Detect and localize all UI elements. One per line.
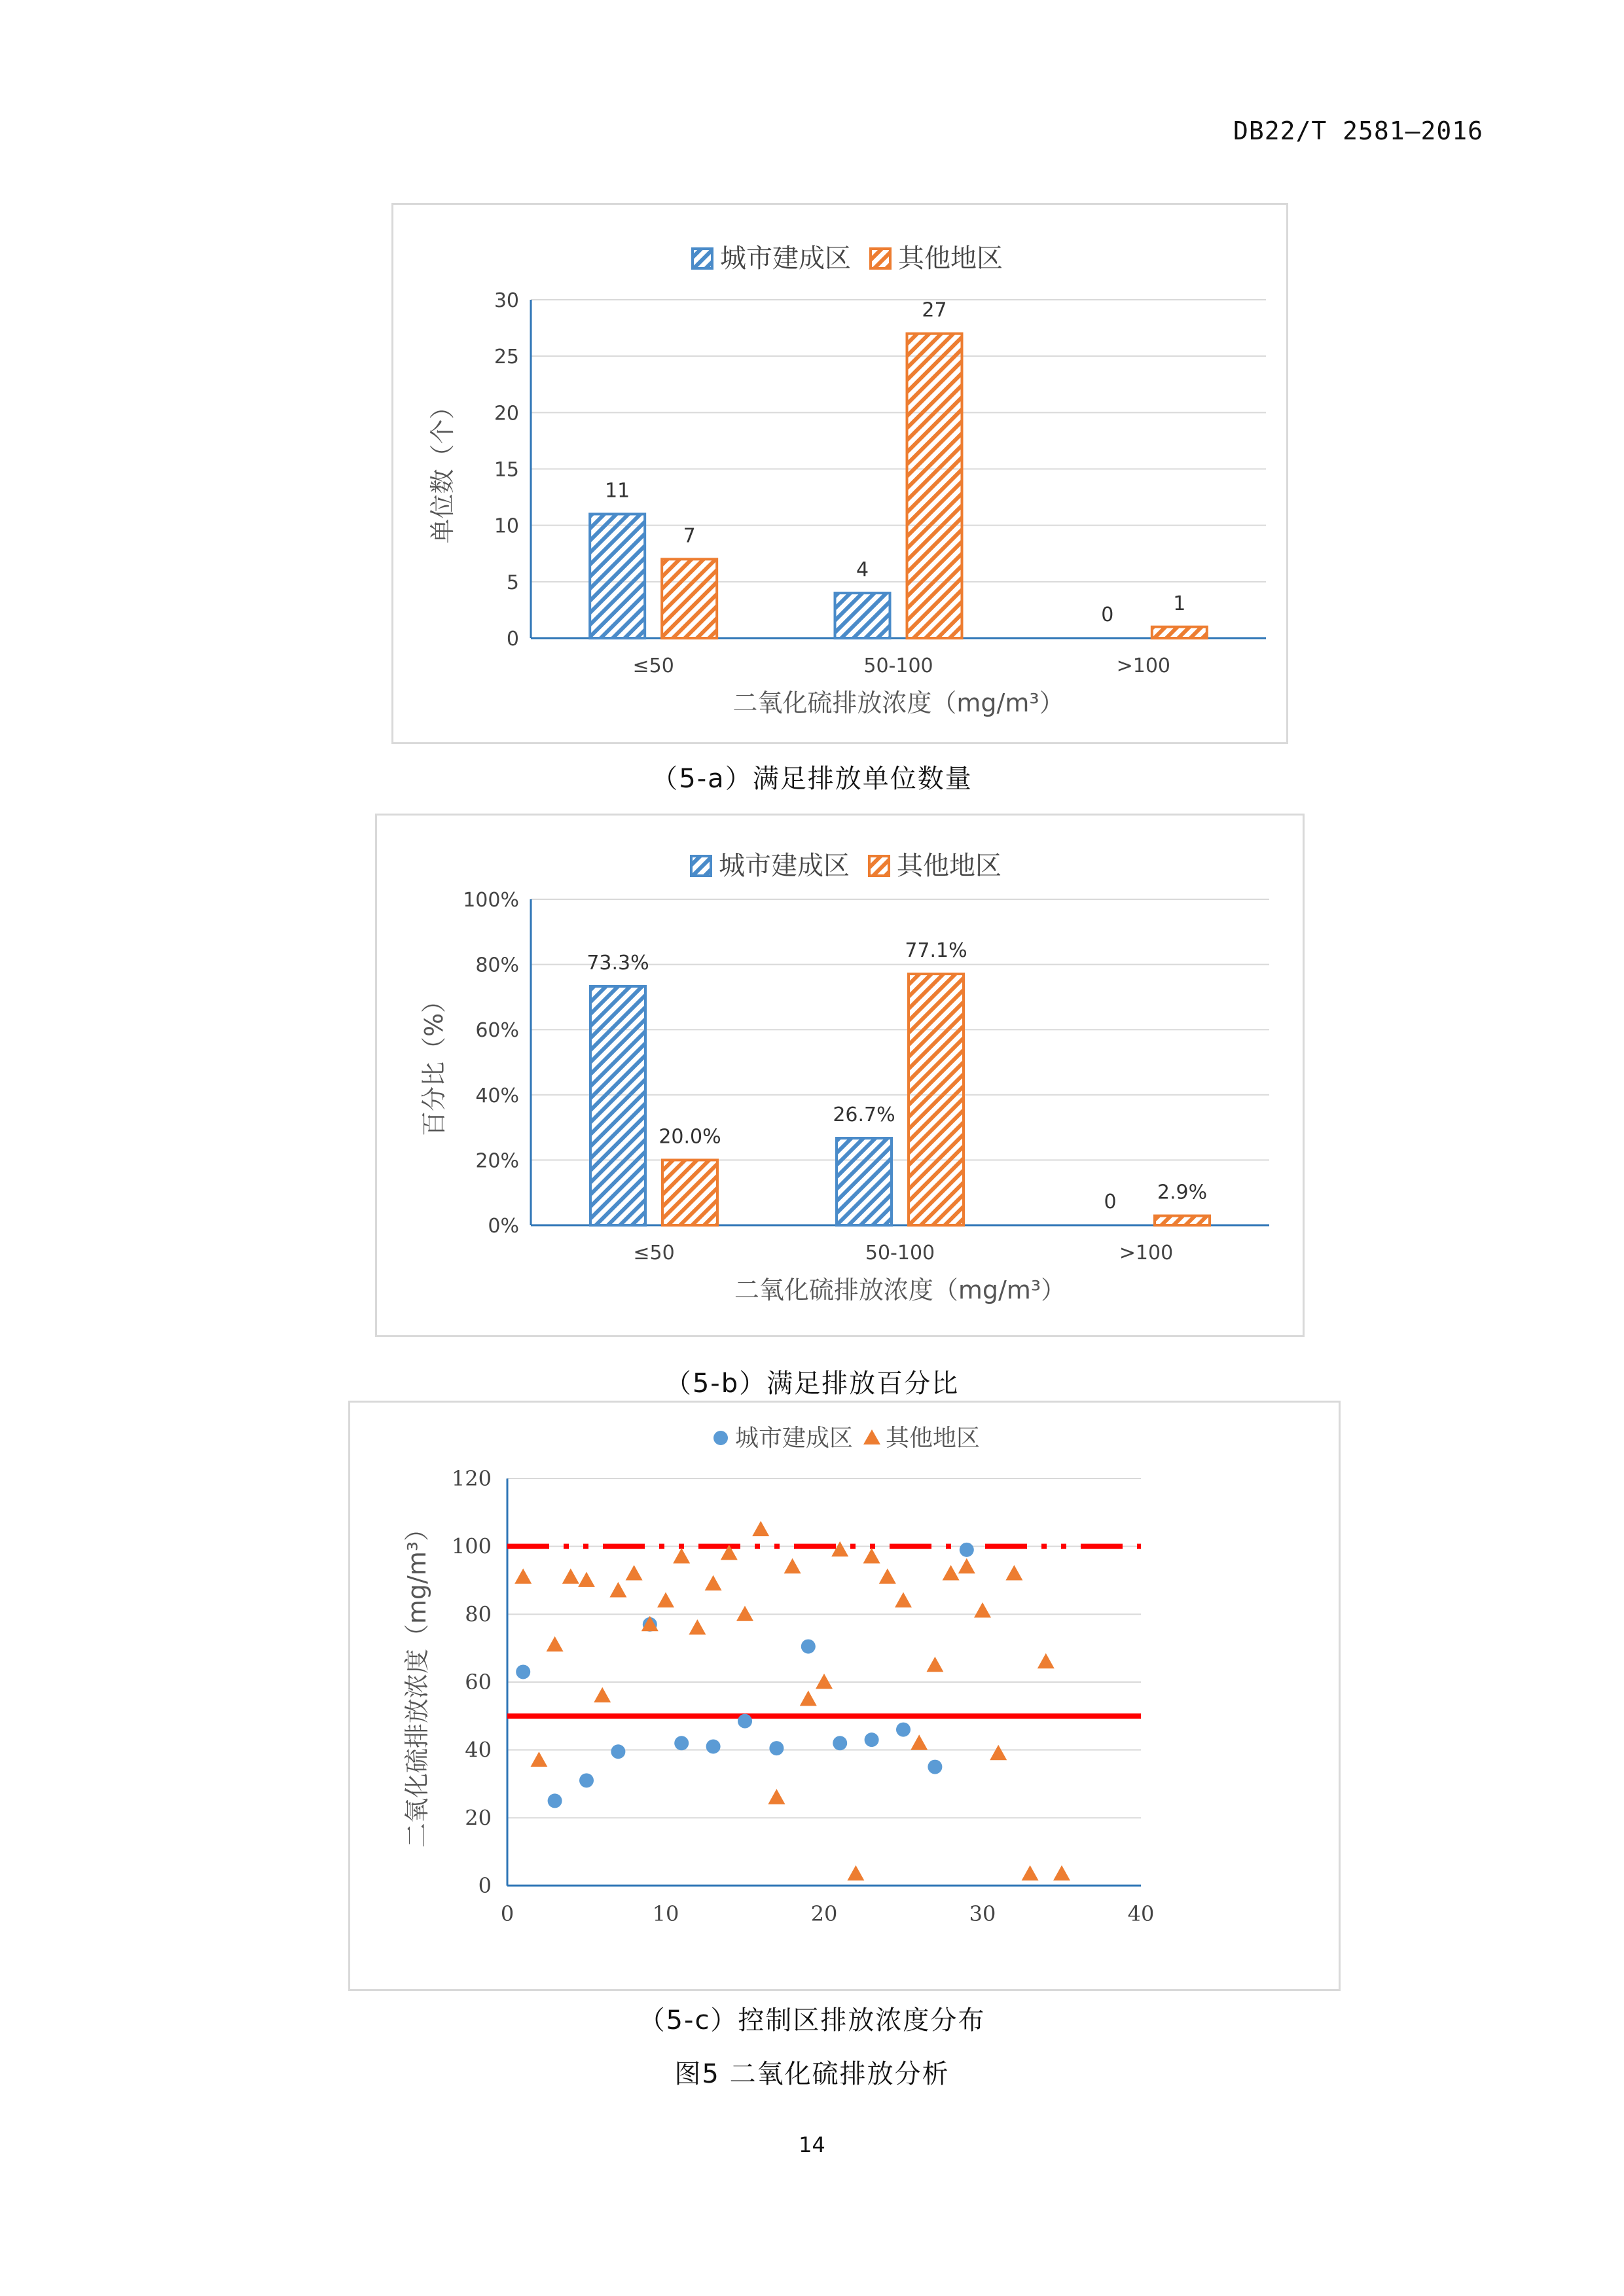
chart-a-panel [391, 203, 1288, 744]
y-tick-label: 100% [463, 889, 519, 912]
scatter-point-other [816, 1674, 833, 1689]
y-tick-label: 20 [494, 402, 519, 425]
x-tick-label: ≤50 [633, 1242, 675, 1265]
scatter-point-other [1038, 1653, 1055, 1668]
bar-urban [835, 593, 890, 638]
y-axis-title: 二氧化硫排放浓度（mg/m³） [403, 1516, 431, 1848]
legend-label-other: 其他地区 [898, 243, 1003, 274]
scatter-point-other [562, 1568, 579, 1583]
scatter-point-other [514, 1568, 532, 1583]
x-tick-label: ≤50 [632, 655, 674, 677]
x-tick-label: 0 [500, 1901, 514, 1926]
x-tick-label: 50-100 [865, 1242, 935, 1265]
scatter-point-urban [928, 1760, 942, 1774]
bar-other [909, 974, 964, 1225]
y-tick-label: 60 [465, 1670, 492, 1695]
scatter-point-other [626, 1565, 643, 1580]
y-tick-label: 10 [494, 514, 519, 538]
legend-swatch-other [869, 856, 889, 876]
y-tick-label: 20 [465, 1805, 492, 1831]
scatter-point-other [657, 1592, 674, 1607]
y-tick-label: 120 [451, 1466, 492, 1491]
scatter-point-urban [896, 1723, 911, 1737]
bar-urban [590, 514, 645, 638]
scatter-point-other [1005, 1565, 1022, 1580]
data-label: 4 [856, 558, 869, 582]
legend-label-urban: 城市建成区 [735, 1425, 854, 1452]
scatter-point-other [847, 1865, 864, 1880]
scatter-point-other [673, 1548, 690, 1563]
caption-b: （5-b）满足排放百分比 [664, 1369, 960, 1399]
bar-other [907, 334, 962, 638]
y-axis-title: 百分比（%） [420, 988, 448, 1137]
page-number: 14 [799, 2132, 825, 2157]
scatter-point-other [594, 1687, 611, 1702]
data-label: 77.1% [905, 939, 967, 963]
y-tick-label: 0% [488, 1215, 519, 1238]
chart-b-svg [377, 816, 1303, 1335]
y-tick-label: 60% [475, 1019, 519, 1043]
scatter-point-other [895, 1592, 912, 1607]
chart-c-panel [348, 1401, 1341, 1991]
data-label: 1 [1173, 592, 1186, 615]
x-tick-label: >100 [1119, 1242, 1174, 1265]
y-tick-label: 20% [475, 1149, 519, 1173]
bar-other [1155, 1216, 1210, 1225]
x-tick-label: 30 [969, 1901, 996, 1926]
scatter-point-other [609, 1582, 626, 1597]
bar-other [662, 1160, 717, 1225]
y-tick-label: 0 [478, 1873, 492, 1898]
scatter-point-other [736, 1605, 753, 1621]
bar-urban [837, 1138, 892, 1225]
scatter-point-urban [738, 1714, 752, 1729]
scatter-point-urban [579, 1773, 594, 1787]
x-axis-title: 二氧化硫排放浓度（mg/m³） [732, 689, 1064, 717]
y-tick-label: 80 [465, 1602, 492, 1627]
chart-a-svg [393, 205, 1286, 742]
scatter-point-other [879, 1568, 896, 1583]
y-axis-title: 单位数（个） [428, 394, 457, 544]
x-tick-label: 10 [652, 1901, 679, 1926]
y-tick-label: 100 [451, 1534, 492, 1559]
scatter-point-other [530, 1751, 547, 1767]
legend-label-other: 其他地区 [897, 851, 1001, 881]
caption-c: （5-c）控制区排放浓度分布 [638, 2005, 986, 2036]
scatter-point-other [768, 1789, 785, 1804]
scatter-point-other [784, 1558, 801, 1573]
chart-c-svg [350, 1403, 1339, 1989]
x-tick-label: >100 [1116, 655, 1171, 677]
bar-other [662, 559, 717, 638]
scatter-point-urban [611, 1744, 625, 1759]
y-tick-label: 15 [494, 458, 519, 482]
y-tick-label: 25 [494, 346, 519, 369]
y-tick-label: 40 [465, 1737, 492, 1763]
scatter-point-other [926, 1657, 943, 1672]
data-label: 0 [1104, 1191, 1117, 1213]
legend-label-urban: 城市建成区 [720, 243, 851, 274]
scatter-point-other [863, 1548, 880, 1563]
figure-title: 图5 二氧化硫排放分析 [674, 2059, 950, 2089]
scatter-point-other [689, 1619, 706, 1634]
y-tick-label: 30 [494, 289, 519, 312]
x-tick-label: 50-100 [863, 655, 933, 677]
data-label: 27 [922, 298, 947, 322]
data-label: 11 [605, 479, 630, 503]
scatter-point-urban [548, 1793, 562, 1808]
scatter-point-urban [801, 1640, 816, 1654]
scatter-point-other [990, 1745, 1007, 1760]
scatter-point-other [1053, 1865, 1070, 1880]
legend-marker-urban [713, 1431, 728, 1445]
scatter-point-other [911, 1734, 928, 1749]
legend-swatch-other [871, 249, 890, 268]
scatter-point-urban [833, 1736, 847, 1750]
scatter-point-other [943, 1565, 960, 1580]
data-label: 2.9% [1157, 1181, 1208, 1204]
scatter-point-urban [674, 1736, 689, 1750]
y-tick-label: 40% [475, 1084, 519, 1107]
bar-urban [590, 986, 645, 1225]
y-tick-label: 5 [506, 571, 519, 594]
scatter-point-urban [516, 1664, 530, 1679]
data-label: 7 [683, 524, 696, 548]
y-tick-label: 80% [475, 954, 519, 977]
x-tick-label: 40 [1127, 1901, 1155, 1926]
legend-marker-other [863, 1429, 880, 1444]
scatter-point-other [752, 1521, 769, 1536]
document-id: DB22/T 2581—2016 [1233, 117, 1483, 145]
legend-label-other: 其他地区 [886, 1425, 981, 1452]
caption-a: （5-a）满足排放单位数量 [651, 764, 973, 794]
data-label: 20.0% [659, 1125, 721, 1149]
data-label: 26.7% [833, 1103, 895, 1127]
scatter-point-other [547, 1636, 564, 1651]
legend-label-urban: 城市建成区 [719, 851, 850, 881]
x-tick-label: 20 [810, 1901, 838, 1926]
scatter-point-other [800, 1691, 817, 1706]
scatter-point-urban [769, 1741, 784, 1755]
scatter-point-other [1022, 1865, 1039, 1880]
legend-swatch-urban [693, 249, 712, 268]
x-axis-title: 二氧化硫排放浓度（mg/m³） [734, 1276, 1066, 1304]
scatter-point-urban [960, 1543, 974, 1557]
bar-other [1152, 627, 1207, 638]
scatter-point-urban [706, 1739, 721, 1753]
chart-b-panel [375, 814, 1305, 1337]
scatter-point-other [958, 1558, 975, 1573]
data-label: 0 [1101, 603, 1114, 626]
y-tick-label: 0 [506, 628, 519, 651]
data-label: 73.3% [586, 951, 649, 975]
legend-swatch-urban [691, 856, 711, 876]
scatter-point-urban [865, 1732, 879, 1747]
scatter-point-other [705, 1575, 722, 1590]
scatter-point-other [974, 1602, 991, 1617]
scatter-point-other [578, 1572, 595, 1587]
